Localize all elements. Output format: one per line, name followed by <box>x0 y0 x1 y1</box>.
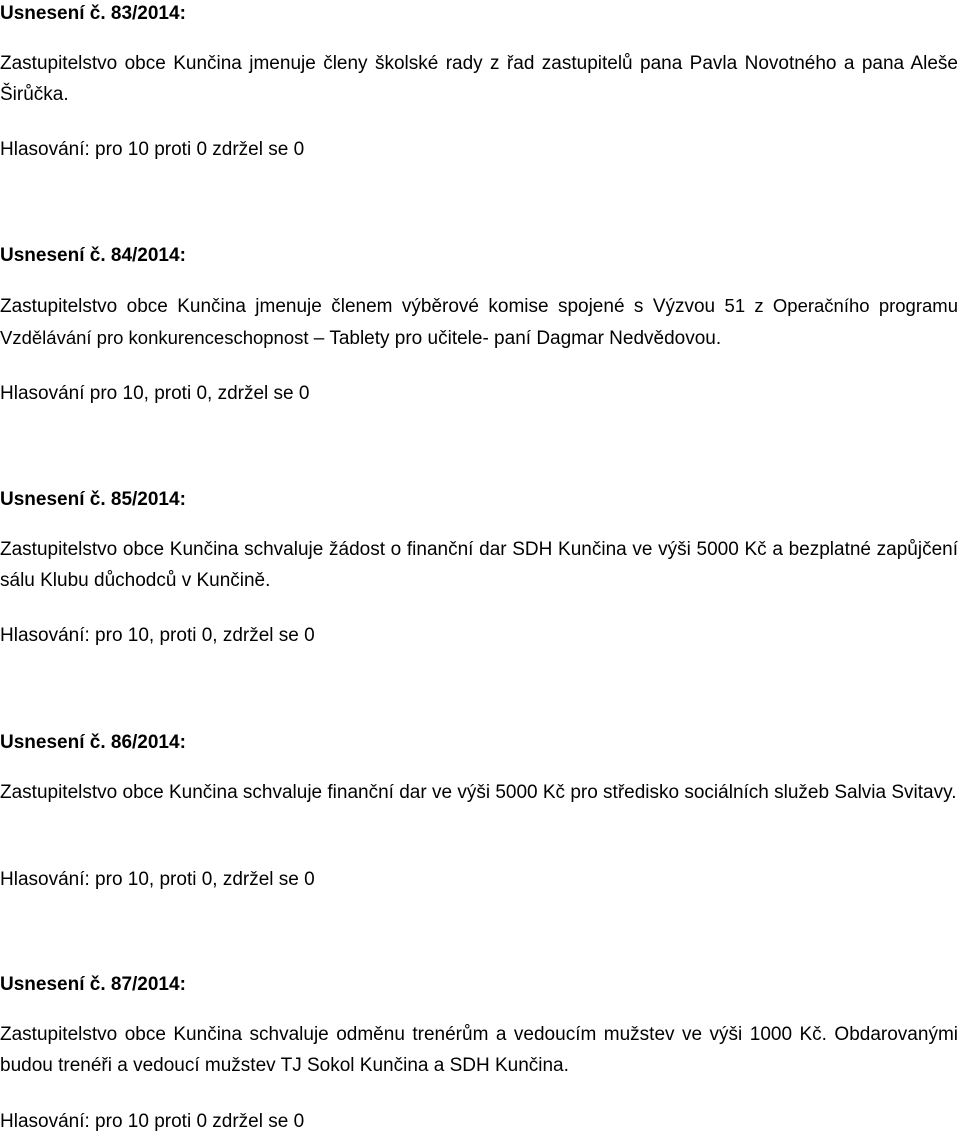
resolution-text: Zastupitelstvo obce Kunčina jmenuje členy školské rady z řad zastupitelů pana Pavla Novotného a pana Aleše Širůčka. <box>0 53 958 105</box>
resolution-title: Usnesení č. 83/2014: <box>0 3 186 24</box>
resolution-title: Usnesení č. 86/2014: <box>0 732 186 753</box>
resolution-title: Usnesení č. 87/2014: <box>0 974 186 995</box>
vote-result: Hlasování: pro 10 proti 0 zdržel se 0 <box>0 1111 305 1132</box>
resolution-text: Zastupitelstvo obce Kunčina schvaluje finanční dar ve výši 5000 Kč pro středisko sociálních služeb Salvia Svitavy. <box>0 782 957 803</box>
resolution-text-part: Zastupitelstvo obce Kunčina jmenuje členem výběrové komise spojené s Výzvou <box>0 296 725 317</box>
vote-result: Hlasování: pro 10 proti 0 zdržel se 0 <box>0 139 305 160</box>
vote-result: Hlasování: pro 10, proti 0, zdržel se 0 <box>0 869 315 890</box>
resolution-text-part: – Tablety pro učitele- paní Dagmar Nedvědovou. <box>308 328 722 349</box>
resolution-text-part: 51 z Operačního programu Vzdělávání pro konkurenceschopnost <box>0 295 958 348</box>
resolution-title: Usnesení č. 84/2014: <box>0 245 186 266</box>
vote-result: Hlasování pro 10, proti 0, zdržel se 0 <box>0 383 310 404</box>
resolution-text: Zastupitelstvo obce Kunčina schvaluje žádost o finanční dar SDH Kunčina ve výši 5000 Kč a bezplatné zapůjčení sálu Klubu důchodců v Kunčině. <box>0 539 958 591</box>
vote-result: Hlasování: pro 10, proti 0, zdržel se 0 <box>0 625 315 646</box>
resolution-text: Zastupitelstvo obce Kunčina schvaluje odměnu trenérům a vedoucím mužstev ve výši 1000 Kč. Obdarovanými budou trenéři a vedoucí mužstev TJ Sokol Kunčina a SDH Kunčina. <box>0 1024 958 1076</box>
resolution-text <box>0 290 958 354</box>
resolution-title: Usnesení č. 85/2014: <box>0 489 186 510</box>
